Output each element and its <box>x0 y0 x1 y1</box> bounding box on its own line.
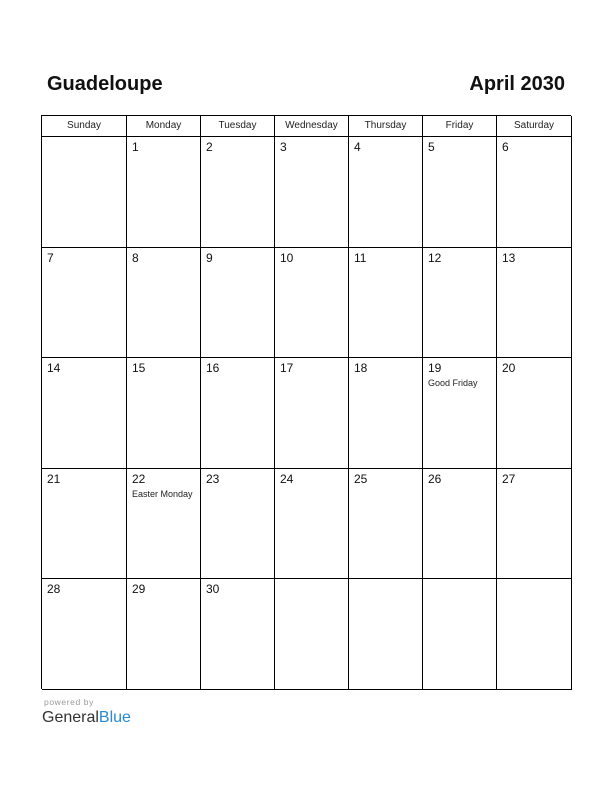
weekday-header-tuesday: Tuesday <box>201 116 275 137</box>
day-number: 17 <box>280 361 294 375</box>
day-cell <box>275 469 349 579</box>
weekday-header-saturday: Saturday <box>497 116 572 137</box>
powered-by-label: powered by <box>44 697 94 707</box>
day-number: 13 <box>502 251 516 265</box>
day-number: 11 <box>354 251 367 265</box>
day-cell <box>497 358 572 469</box>
day-cell <box>349 137 423 248</box>
day-cell <box>275 248 349 358</box>
day-number: 10 <box>280 251 294 265</box>
holiday-label: Good Friday <box>428 378 478 388</box>
day-cell <box>275 358 349 469</box>
day-cell <box>127 248 201 358</box>
day-cell <box>127 469 201 579</box>
day-cell <box>423 579 497 690</box>
day-number: 8 <box>132 251 139 265</box>
brand-blue-text: Blue <box>98 709 131 726</box>
day-cell <box>127 579 201 690</box>
day-number: 25 <box>354 472 368 486</box>
day-cell <box>201 248 275 358</box>
day-cell <box>349 579 423 690</box>
day-cell <box>127 358 201 469</box>
day-number: 9 <box>206 251 213 265</box>
day-number: 5 <box>428 140 435 154</box>
day-number: 3 <box>280 140 287 154</box>
day-cell <box>42 358 127 469</box>
day-cell <box>423 248 497 358</box>
day-cell <box>201 579 275 690</box>
day-number: 2 <box>206 140 213 154</box>
day-number: 23 <box>206 472 220 486</box>
holiday-label: Easter Monday <box>132 489 193 499</box>
day-number: 18 <box>354 361 368 375</box>
day-cell <box>423 358 497 469</box>
day-number: 1 <box>132 140 139 154</box>
day-number: 14 <box>47 361 61 375</box>
day-cell <box>423 137 497 248</box>
day-cell <box>42 469 127 579</box>
day-cell <box>201 137 275 248</box>
day-cell <box>349 469 423 579</box>
day-cell <box>127 137 201 248</box>
weekday-header-thursday: Thursday <box>349 116 423 137</box>
generalblue-logo[interactable] <box>42 708 131 728</box>
day-number: 15 <box>132 361 146 375</box>
calendar-grid <box>41 115 571 689</box>
day-cell <box>497 248 572 358</box>
day-number: 27 <box>502 472 516 486</box>
day-number: 20 <box>502 361 516 375</box>
day-cell <box>275 579 349 690</box>
day-number: 6 <box>502 140 509 154</box>
day-number: 12 <box>428 251 442 265</box>
day-cell <box>423 469 497 579</box>
day-cell <box>201 469 275 579</box>
brand-general-text: General <box>42 709 99 726</box>
day-number: 21 <box>47 472 61 486</box>
weekday-header-sunday: Sunday <box>42 116 127 137</box>
day-cell <box>42 137 127 248</box>
day-cell <box>497 469 572 579</box>
day-cell <box>497 579 572 690</box>
day-cell <box>349 358 423 469</box>
day-cell <box>42 579 127 690</box>
day-number: 19 <box>428 361 442 375</box>
day-cell <box>497 137 572 248</box>
day-cell <box>42 248 127 358</box>
day-number: 7 <box>47 251 54 265</box>
day-number: 29 <box>132 582 146 596</box>
day-number: 28 <box>47 582 61 596</box>
day-number: 4 <box>354 140 361 154</box>
day-number: 24 <box>280 472 294 486</box>
weekday-header-monday: Monday <box>127 116 201 137</box>
day-number: 16 <box>206 361 220 375</box>
region-title: Guadeloupe <box>47 73 163 95</box>
day-cell <box>349 248 423 358</box>
day-cell <box>201 358 275 469</box>
month-year-title: April 2030 <box>469 73 565 95</box>
weekday-header-friday: Friday <box>423 116 497 137</box>
day-cell <box>275 137 349 248</box>
weekday-header-wednesday: Wednesday <box>275 116 349 137</box>
day-number: 30 <box>206 582 220 596</box>
day-number: 26 <box>428 472 442 486</box>
day-number: 22 <box>132 472 146 486</box>
